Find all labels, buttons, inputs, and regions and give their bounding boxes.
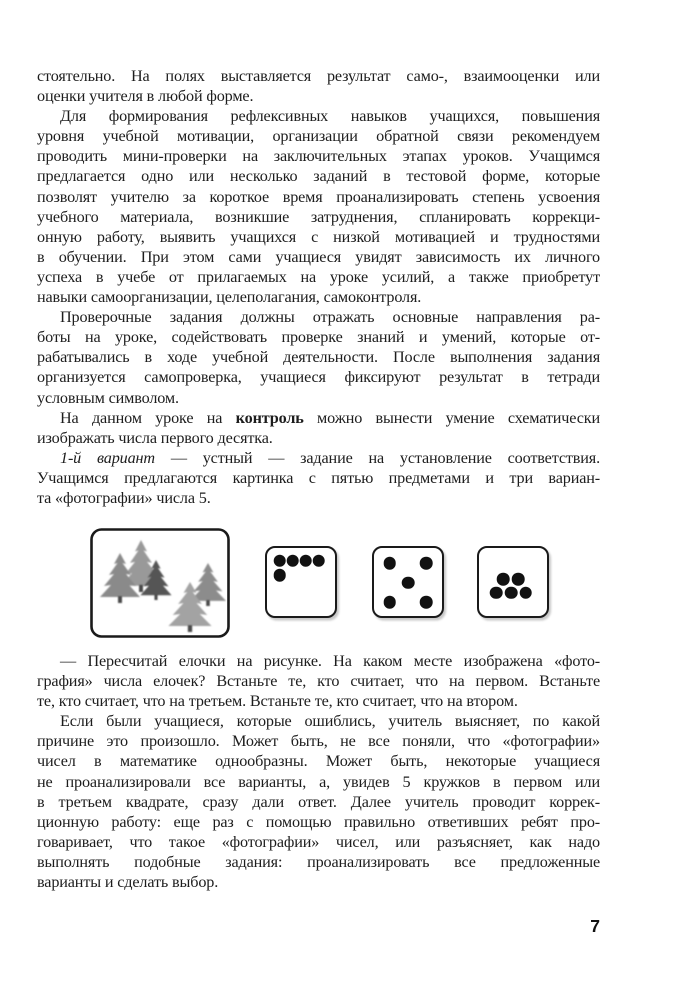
paragraph xyxy=(37,307,600,407)
text-line: рабатывались в ходе учебной деятельности. После выполнения задания xyxy=(37,348,600,367)
text-line: те, кто считает, что на третьем. Встаньте те, кто считает, что на втором. xyxy=(37,692,518,711)
text-line: условным символом. xyxy=(37,388,179,407)
text-line: боты на уроке, содействовать проверке знаний и умений, которые от- xyxy=(37,328,600,347)
dot xyxy=(490,587,503,600)
text-line xyxy=(37,448,600,468)
paragraph xyxy=(37,66,600,106)
bold-text: контроль xyxy=(235,408,304,427)
dot xyxy=(312,555,325,568)
dot xyxy=(383,557,396,570)
dot-card-four-in-row-plus-one xyxy=(265,546,337,618)
dot-card-dice-five xyxy=(372,546,444,618)
dot xyxy=(299,555,312,568)
paragraph xyxy=(37,106,600,307)
text-line: изображать числа первого десятка. xyxy=(37,428,273,447)
text-line: выполнять подобные задания: проанализировать все предложенные xyxy=(37,852,600,871)
text-line: проводить мини-проверки на заключительных этапах уроков. Учащимся xyxy=(37,147,600,166)
text-line: стоятельно. На полях выставляется результат само-, взаимооценки или xyxy=(37,67,600,85)
text-line: Если были учащиеся, которые ошиблись, учитель выясняет, по какой xyxy=(60,712,600,731)
italic-text: 1-й вариант xyxy=(60,448,155,467)
page-number: 7 xyxy=(590,916,600,936)
picture-five-fir-trees xyxy=(90,528,230,638)
text-line: Учащимся предлагаются картинка с пятью предметами и три вариан- xyxy=(37,468,600,487)
text-line: говаривает, что такое «фотографии» чисел, или разъясняет, как надо xyxy=(37,832,600,851)
dot xyxy=(274,555,287,568)
dot xyxy=(420,557,433,570)
text-line: успеха в учебе от прилагаемых на уроке усилий, а также приобретут xyxy=(37,267,600,286)
text-line: графия» числа елочек? Встаньте те, кто считает, что на первом. Встаньте xyxy=(37,672,600,691)
text-line: уровня учебной мотивации, организации обратной связи рекомендуем xyxy=(37,127,600,146)
text-line: учебного материала, возникшие затруднения, спланировать коррекци- xyxy=(37,207,600,226)
dot-card-two-over-three xyxy=(477,546,549,618)
text-line: Для формирования рефлексивных навыков учащихся, повышения xyxy=(60,107,600,126)
dot xyxy=(274,569,287,582)
text-line xyxy=(37,408,600,428)
paragraph xyxy=(37,408,600,448)
text-line: — Пересчитай елочки на рисунке. На каком месте изображена «фото- xyxy=(60,652,600,670)
text-line: варианты и сделать выбор. xyxy=(37,873,219,892)
text-line: предлагается одно или несколько заданий в тестовой форме, которые xyxy=(37,167,600,186)
figure-row xyxy=(0,528,700,642)
text-line: не проанализировали все варианты, а, увидев 5 кружков в первом или xyxy=(37,772,600,791)
dot xyxy=(420,596,433,609)
text-line: ционную работу: еще раз с помощью правильно ответивших ребят про- xyxy=(37,812,600,831)
fir-trees-illustration xyxy=(90,528,230,638)
text-line: позволят учителю за короткое время проанализировать степень усвоения xyxy=(37,187,600,206)
text-line: в обучении. При этом сами учащиеся увидят зависимость их личного xyxy=(37,247,600,266)
text-line: Проверочные задания должны отражать основные направления ра- xyxy=(60,308,600,327)
dot xyxy=(505,587,518,600)
text-line: оценки учителя в любой форме. xyxy=(37,87,254,106)
text-line: причине это произошло. Может быть, не все поняли, что «фотографии» xyxy=(37,732,600,751)
dot xyxy=(383,596,396,609)
paragraph xyxy=(37,651,600,711)
plain-text: На данном уроке на xyxy=(60,408,236,427)
text-line: онную работу, выявить учащихся с низкой мотивацией и трудностями xyxy=(37,227,600,246)
dot xyxy=(497,573,510,586)
dot xyxy=(287,555,300,568)
dot xyxy=(520,587,533,600)
text-line: навыки самоорганизации, целеполагания, самоконтроля. xyxy=(37,288,422,307)
text-block-above-figure xyxy=(37,66,600,508)
text-block-below-figure xyxy=(37,651,600,892)
dot xyxy=(512,573,525,586)
paragraph xyxy=(37,448,600,508)
plain-text: — устный — задание на установление соответствия. xyxy=(154,448,600,467)
text-line: та «фотографии» числа 5. xyxy=(37,488,211,507)
plain-text: можно вынести умение схематически xyxy=(303,408,600,427)
text-line: организуется самопроверка, учащиеся фиксируют результат в тетради xyxy=(37,368,600,387)
text-line: в третьем квадрате, сразу дали ответ. Далее учитель проводит коррек- xyxy=(37,792,600,811)
dot xyxy=(402,576,415,589)
text-line: чисел в математике однообразны. Может быть, некоторые учащиеся xyxy=(37,752,600,771)
paragraph xyxy=(37,711,600,892)
